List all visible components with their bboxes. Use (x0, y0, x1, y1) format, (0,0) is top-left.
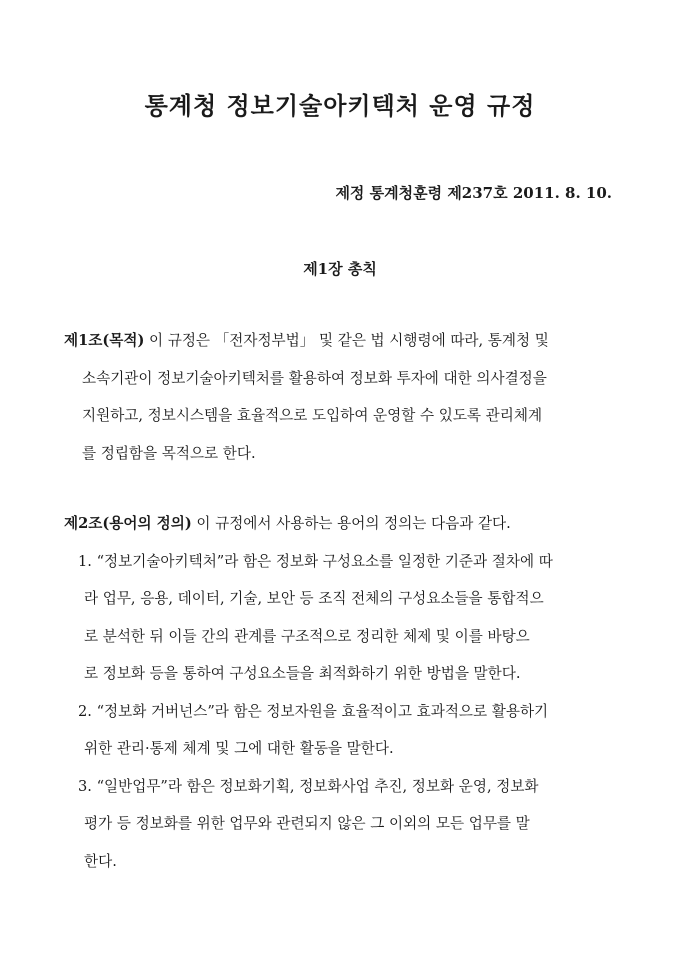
article-1-line: 소속기관이 정보기술아키텍처를 활용하여 정보화 투자에 대한 의사결정을 (82, 369, 547, 387)
article-1-line: 를 정립함을 목적으로 한다. (82, 444, 256, 462)
definition-item-1-cont: 라 업무, 응용, 데이터, 기술, 보안 등 조직 전체의 구성요소들을 통합적으 (84, 590, 544, 607)
chapter-heading: 제1장 총칙 (303, 260, 377, 278)
article-1 (64, 322, 622, 472)
definition-item-2-cont: 위한 관리·통제 체계 및 그에 대한 활동을 말한다. (84, 740, 394, 757)
article-1-heading: 제1조(목적) (64, 332, 145, 349)
definition-item-1-cont: 로 정보화 등을 통하여 구성요소들을 최적화하기 위한 방법을 말한다. (84, 665, 521, 682)
article-1-line: 이 규정은 「전자정부법」 및 같은 법 시행령에 따라, 통계청 및 (144, 332, 549, 349)
definition-item-3: 3. “일반업무”라 함은 정보화기획, 정보화사업 추진, 정보화 운영, 정보화 (78, 777, 539, 795)
definition-item-1: 1. “정보기술아키텍처”라 함은 정보화 구성요소를 일정한 기준과 절차에 따 (78, 552, 553, 570)
definition-item-1-cont: 로 분석한 뒤 이들 간의 관계를 구조적으로 정리한 체제 및 이를 바탕으 (84, 627, 530, 645)
definition-item-2: 2. “정보화 거버넌스”라 함은 정보자원을 효율적이고 효과적으로 활용하기 (78, 702, 549, 720)
article-1-line: 지원하고, 정보시스템을 효율적으로 도입하여 운영할 수 있도록 관리체계 (82, 407, 543, 424)
article-2-first-line (64, 505, 622, 543)
article-2 (64, 505, 622, 880)
definition-item-3-cont: 평가 등 정보화를 위한 업무와 관련되지 않은 그 이외의 모든 업무를 말 (84, 815, 530, 832)
article-2-heading: 제2조(용어의 정의) (64, 515, 192, 532)
article-2-intro: 이 규정에서 사용하는 용어의 정의는 다음과 같다. (191, 515, 511, 532)
definition-item-3-cont: 한다. (84, 852, 117, 870)
document-title: 통계청 정보기술아키텍처 운영 규정 (144, 91, 536, 120)
enactment-line: 제정 통계청훈령 제237호 2011. 8. 10. (335, 184, 612, 202)
article-1-first-line (64, 322, 622, 360)
